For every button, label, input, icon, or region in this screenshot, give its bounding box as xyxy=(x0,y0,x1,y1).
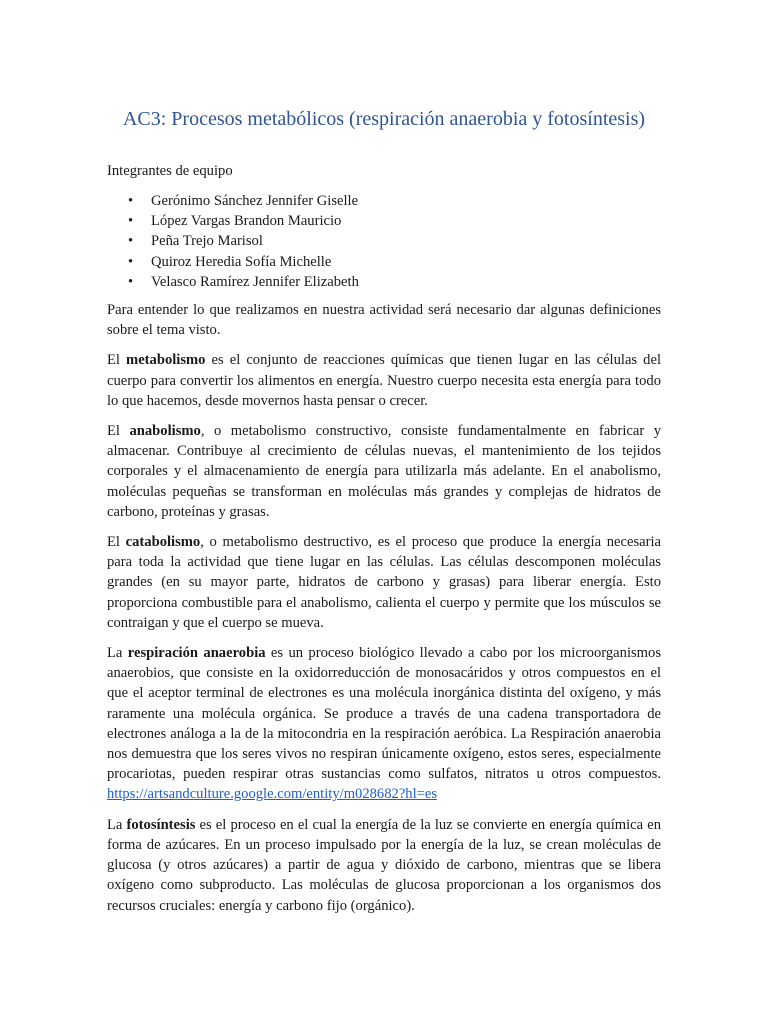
bullet-icon: • xyxy=(128,253,134,270)
term-fotosintesis: fotosíntesis xyxy=(126,816,196,833)
member-name: López Vargas Brandon Mauricio xyxy=(151,213,342,230)
catabolismo-paragraph xyxy=(107,532,661,633)
paragraph-prefix: El xyxy=(107,534,126,551)
paragraph-text: es un proceso biológico llevado a cabo por los microorganismos anaerobios, que consiste en la oxidorreducción de monosacáridos y otros compuestos en el que el aceptor terminal de electrones es una molécula inorgánica distinta del oxígeno, y más raramente una molécula orgánica. Se produce a través de una cadena transportadora de electrones análoga a la de la mitocondria en la respiración aeróbica. La Respiración anaerobia nos demuestra que los seres vivos no respiran únicamente oxígeno, estos seres, especialmente procariotas, pueden respirar otras sustancias como sulfatos, nitratos u otros compuestos. xyxy=(107,645,661,783)
member-name: Quiroz Heredia Sofía Michelle xyxy=(151,253,332,270)
term-metabolismo: metabolismo xyxy=(126,352,206,369)
list-item xyxy=(107,252,661,272)
paragraph-prefix: El xyxy=(107,423,130,440)
source-link[interactable]: https://artsandculture.google.com/entity/m028682?hl=es xyxy=(107,786,438,803)
fotosintesis-paragraph xyxy=(107,815,661,916)
paragraph-prefix: La xyxy=(107,816,127,833)
paragraph-text: es el proceso en el cual la energía de la luz se convierte en energía química en forma de azúcares. En un proceso impulsado por la energía de la luz, se crean moléculas de glucosa (y otros azúcares) a partir de agua y dióxido de carbono, mientras que se libera oxígeno como subproducto. Las moléculas de glucosa proporcionan a los organismos dos recursos cruciales: energía y carbono fijo (orgánico). xyxy=(107,816,661,914)
paragraph-prefix: La xyxy=(107,645,128,662)
bullet-icon: • xyxy=(128,273,134,290)
term-respiracion-anaerobia: respiración anaerobia xyxy=(127,645,266,662)
bullet-icon: • xyxy=(128,233,134,250)
respiracion-paragraph xyxy=(107,643,661,805)
list-item xyxy=(107,231,661,251)
member-name: Velasco Ramírez Jennifer Elizabeth xyxy=(151,273,359,290)
intro-paragraph: Para entender lo que realizamos en nuestra actividad será necesario dar algunas definiciones sobre el tema visto. xyxy=(107,302,661,339)
team-members-list xyxy=(107,191,661,292)
bullet-icon: • xyxy=(128,213,134,230)
list-item xyxy=(107,211,661,231)
document-title: AC3: Procesos metabólicos (respiración anaerobia y fotosíntesis) xyxy=(122,108,646,130)
anabolismo-paragraph xyxy=(107,421,661,522)
list-item xyxy=(107,191,661,211)
term-catabolismo: catabolismo xyxy=(125,534,201,551)
paragraph-text: , o metabolismo destructivo, es el proceso que produce la energía necesaria para toda la actividad que tiene lugar en las células. Las células descomponen moléculas grandes (en su mayor parte, hidratos de carbono y grasas) para liberar energía. Esto proporciona combustible para el anabolismo, calienta el cuerpo y permite que los músculos se contraigan y que el cuerpo se mueva. xyxy=(107,534,661,631)
list-item xyxy=(107,272,661,292)
bullet-icon: • xyxy=(128,193,134,209)
term-anabolismo: anabolismo xyxy=(129,423,201,440)
paragraph-text: es el conjunto de reacciones químicas que tienen lugar en las células del cuerpo para convertir los alimentos en energía. Nuestro cuerpo necesita esta energía para todo lo que hacemos, desde movernos hasta pensar o crecer. xyxy=(107,352,661,409)
member-name: Peña Trejo Marisol xyxy=(151,233,263,250)
document-body xyxy=(107,161,661,926)
paragraph-text: , o metabolismo constructivo, consiste fundamentalmente en fabricar y almacenar. Contribuye al crecimiento de células nuevas, el mantenimiento de los tejidos corporales y el almacenamiento de energía para utilizarla más adelante. En el anabolismo, moléculas pequeñas se transforman en moléculas más grandes y complejas de hidratos de carbono, proteínas y grasas. xyxy=(107,423,661,520)
metabolismo-paragraph xyxy=(107,350,661,411)
paragraph-prefix: El xyxy=(107,352,127,369)
member-name: Gerónimo Sánchez Jennifer Giselle xyxy=(151,193,359,209)
team-label: Integrantes de equipo xyxy=(107,163,233,179)
